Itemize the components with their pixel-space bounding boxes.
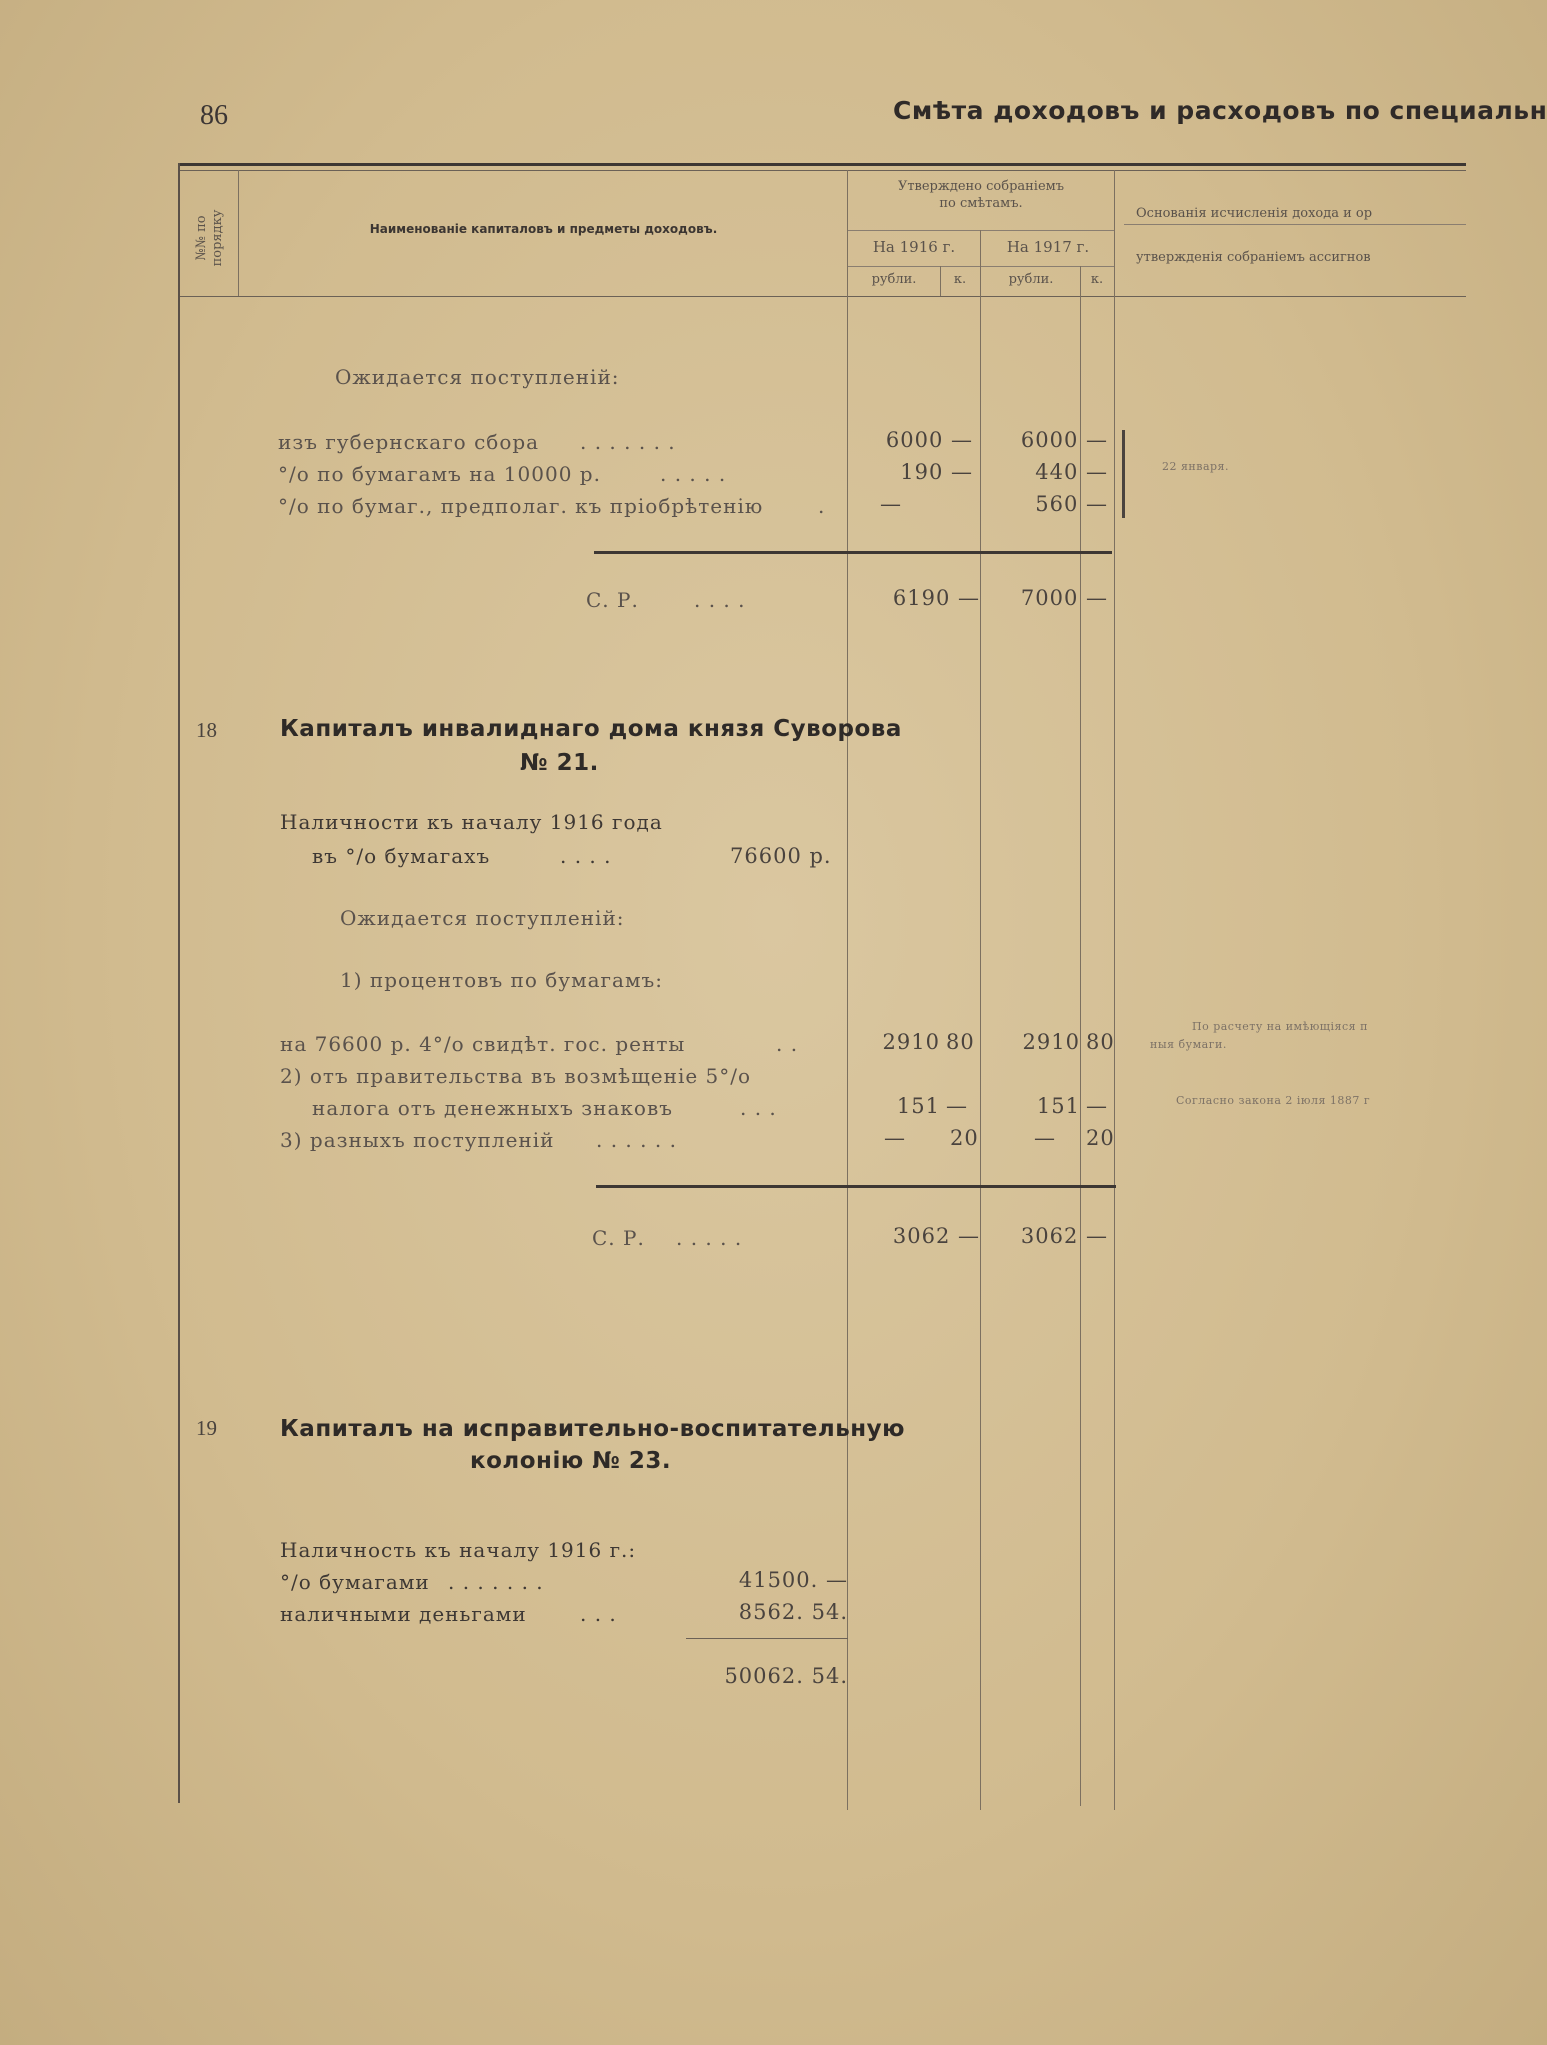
s19-row-1-label: °/о бумагами — [280, 1570, 430, 1594]
page-title: Смѣта доходовъ и расходовъ по специальн — [893, 96, 1547, 125]
s18-row-3-dots: . . . — [740, 1096, 777, 1120]
s17-row-2-1917: 440 — — [1035, 460, 1108, 484]
s17-basis-note: 22 января. — [1162, 460, 1229, 473]
s18-basis-note-1: По расчету на имѣющіяся п ныя бумаги. — [1150, 1020, 1368, 1051]
s18-row-4-1916-r: — — [884, 1126, 906, 1150]
s18-sum-rule — [596, 1185, 1116, 1188]
s18-row-1-label: на 76600 р. 4°/о свидѣт. гос. ренты — [280, 1032, 686, 1056]
col-header-number: №№ по порядку — [194, 209, 225, 267]
col-header-rub-1917: рубли. — [1008, 272, 1054, 287]
s17-row-1-label: изъ губернскаго сбора — [278, 430, 540, 454]
col-divider-name — [847, 170, 848, 1810]
col-divider-basis — [1114, 170, 1115, 1810]
col-header-basis: Основанія исчисленія дохода и ор утвержденія собраніемъ ассигнов — [1136, 206, 1373, 265]
s18-row-3-1917-r: 151 — [1036, 1094, 1080, 1118]
s19-title-line2: колонію № 23. — [470, 1448, 672, 1474]
header-sub-rule-2 — [848, 266, 1114, 267]
s19-number: 19 — [196, 1416, 217, 1440]
col-header-1917: На 1917 г. — [1006, 238, 1090, 256]
s18-title-line1: Капиталъ инвалиднаго дома князя Суворова — [280, 716, 902, 742]
s18-row-1-1917-k: 80 — [1086, 1030, 1115, 1054]
col-header-name: Наименованіе капиталовъ и предметы доходовъ. — [369, 222, 718, 236]
col-header-rub-1916: рубли. — [871, 272, 917, 287]
col-header-kop-1917: к. — [1090, 272, 1104, 287]
s17-row-3-1916: — — [880, 492, 902, 516]
s19-title-line1: Капиталъ на исправительно-воспитательную — [280, 1416, 905, 1442]
col-header-1916: На 1916 г. — [872, 238, 956, 256]
s17-expected-heading: Ожидается поступленій: — [335, 365, 620, 389]
s18-row-4-1917-k: 20 — [1086, 1126, 1115, 1150]
s17-row-1-dots: . . . . . . . — [580, 430, 676, 454]
s19-total: 50062. 54. — [724, 1664, 848, 1688]
s18-row-2-label: 2) отъ правительства въ возмѣщеніе 5°/о — [280, 1064, 752, 1088]
table-top-rule — [178, 163, 1466, 166]
s18-row-4-dots: . . . . . . — [596, 1128, 677, 1152]
header-bottom-rule — [178, 296, 1466, 297]
s18-row-4-label: 3) разныхъ поступленій — [280, 1128, 555, 1152]
s18-row-1-dots: . . — [776, 1032, 799, 1056]
col-header-kop-1916: к. — [953, 272, 967, 287]
s17-row-3-1917: 560 — — [1035, 492, 1108, 516]
s17-total-1916: 6190 — — [892, 586, 980, 610]
s19-row-2-label: наличными деньгами — [280, 1602, 527, 1626]
s17-total-label: С. Р. — [586, 588, 639, 612]
s18-total-1917: 3062 — — [1020, 1224, 1108, 1248]
s17-row-1-1916: 6000 — — [885, 428, 973, 452]
s19-sum-rule — [686, 1638, 848, 1639]
s18-total-1916: 3062 — — [892, 1224, 980, 1248]
s18-cash-line2: въ °/о бумагахъ — [312, 844, 491, 868]
s18-row-1-1916-k: 80 — [946, 1030, 975, 1054]
col-divider-1916-1917 — [980, 230, 981, 1810]
s18-row-3-1917-k: — — [1086, 1094, 1108, 1118]
left-border — [178, 163, 180, 1803]
s18-total-dots: . . . . . — [676, 1226, 743, 1250]
s18-sub1: 1) процентовъ по бумагамъ: — [340, 968, 663, 992]
col-divider-no — [238, 170, 239, 296]
s17-row-1-1917: 6000 — — [1020, 428, 1108, 452]
s17-total-1917: 7000 — — [1020, 586, 1108, 610]
s18-row-3-1916-k: — — [946, 1094, 968, 1118]
s18-cash-line1: Наличности къ началу 1916 года — [280, 810, 663, 834]
s19-row-1-amount: 41500. — — [738, 1568, 848, 1592]
s18-cash-amount: 76600 р. — [730, 844, 832, 868]
s18-total-label: С. Р. — [592, 1226, 645, 1250]
s18-basis-note-2: Согласно закона 2 іюля 1887 г — [1176, 1094, 1371, 1107]
s18-row-4-1917-r: — — [1034, 1126, 1056, 1150]
s19-cash-heading: Наличность къ началу 1916 г.: — [280, 1538, 637, 1562]
s18-row-3-1916-r: 151 — [896, 1094, 940, 1118]
s17-row-3-dots: . — [818, 494, 826, 518]
s18-cash-dots: . . . . — [560, 844, 612, 868]
s19-row-2-amount: 8562. 54. — [738, 1600, 848, 1624]
col-header-approved: Утверждено собраніемъ по смѣтамъ. — [897, 179, 1065, 211]
s17-row-2-1916: 190 — — [900, 460, 973, 484]
table-top-rule-thin — [178, 170, 1466, 171]
s17-row-2-label: °/о по бумагамъ на 10000 р. — [278, 462, 601, 486]
s17-bracket — [1122, 430, 1125, 518]
s17-sum-rule — [594, 551, 1112, 554]
s18-row-1-1916-r: 2910 — [882, 1030, 940, 1054]
s18-row-4-1916-k: 20 — [950, 1126, 979, 1150]
s17-row-2-dots: . . . . . — [660, 462, 727, 486]
s17-total-dots: . . . . — [694, 588, 746, 612]
s18-number: 18 — [196, 718, 217, 742]
page-number: 86 — [200, 100, 228, 131]
s18-expected-heading: Ожидается поступленій: — [340, 906, 625, 930]
s17-row-3-label: °/о по бумаг., предполаг. къ пріобрѣтенію — [278, 494, 764, 518]
s18-row-1-1917-r: 2910 — [1022, 1030, 1080, 1054]
s18-title-line2: № 21. — [520, 750, 599, 776]
s18-row-3-label: налога отъ денежныхъ знаковъ — [312, 1096, 673, 1120]
header-sub-rule — [848, 230, 1114, 231]
s19-row-1-dots: . . . . . . . — [448, 1570, 544, 1594]
s19-row-2-dots: . . . — [580, 1602, 617, 1626]
